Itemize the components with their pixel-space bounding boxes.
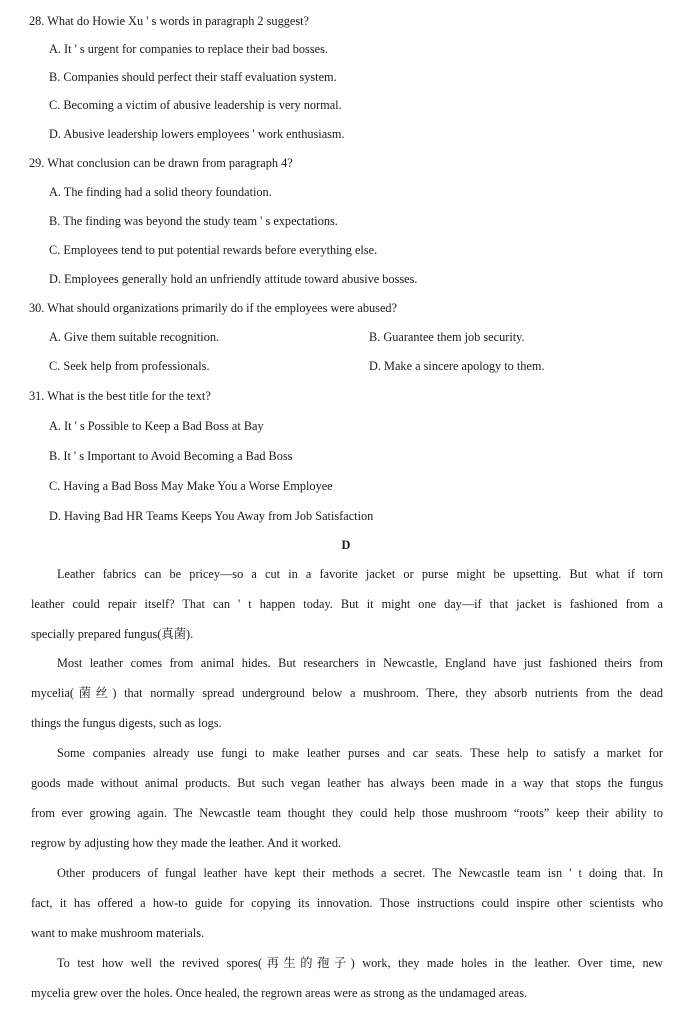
- question-29-option-a: A. The finding had a solid theory foundation.: [49, 185, 272, 199]
- question-31-stem: 31. What is the best title for the text?: [29, 389, 211, 403]
- passage-line: regrow by adjusting how they made the leather. And it worked.: [31, 836, 342, 850]
- question-30-stem: 30. What should organizations primarily do if the employees were abused?: [29, 301, 398, 315]
- passage-line: Leather fabrics can be pricey—so a cut in a favorite jacket or purse might be upsetting. But what if torn: [57, 567, 663, 581]
- question-29-option-d: D. Employees generally hold an unfriendly attitude toward abusive bosses.: [49, 272, 418, 286]
- passage-line: To test how well the revived spores(再生的孢子) work, they made holes in the leather. Over time, new: [57, 956, 663, 970]
- passage-line: fact, it has offered a how-to guide for copying its innovation. Those instructions could inspire other scientists who: [31, 896, 663, 910]
- passage-line: leather could repair itself? That can ' t happen today. But it might one day—if that jacket is fashioned from a: [31, 597, 663, 611]
- question-28-option-b: B. Companies should perfect their staff evaluation system.: [49, 70, 337, 84]
- question-31-option-b: B. It ' s Important to Avoid Becoming a Bad Boss: [49, 449, 293, 463]
- question-30-option-a: A. Give them suitable recognition.: [49, 330, 220, 344]
- passage-heading: D: [341, 538, 351, 552]
- question-30-option-d: D. Make a sincere apology to them.: [369, 359, 545, 373]
- question-30-option-b: B. Guarantee them job security.: [369, 330, 525, 344]
- passage-line: things the fungus digests, such as logs.: [31, 716, 222, 730]
- passage-line: goods made without animal products. But such vegan leather has always been made in a way that stops the fungus: [31, 776, 663, 790]
- passage-line: mycelia(菌丝) that normally spread underground below a mushroom. There, they absorb nutrients from the dead: [31, 686, 663, 700]
- passage-line: mycelia grew over the holes. Once healed, the regrown areas were as strong as the undamaged areas.: [31, 986, 528, 1000]
- question-28-stem: 28. What do Howie Xu ' s words in paragraph 2 suggest?: [29, 14, 309, 28]
- question-29-option-b: B. The finding was beyond the study team ' s expectations.: [49, 214, 338, 228]
- question-28-option-a: A. It ' s urgent for companies to replace their bad bosses.: [49, 42, 328, 56]
- passage-line: Other producers of fungal leather have kept their methods a secret. The Newcastle team isn ' t doing that. In: [57, 866, 663, 880]
- passage-line: specially prepared fungus(真菌).: [31, 627, 194, 641]
- passage-line: Most leather comes from animal hides. But researchers in Newcastle, England have just fashioned theirs from: [57, 656, 663, 670]
- question-29-stem: 29. What conclusion can be drawn from paragraph 4?: [29, 156, 293, 170]
- question-28-option-c: C. Becoming a victim of abusive leadership is very normal.: [49, 98, 342, 112]
- question-31-option-a: A. It ' s Possible to Keep a Bad Boss at Bay: [49, 419, 264, 433]
- passage-line: Some companies already use fungi to make leather purses and car seats. These help to satisfy a market for: [57, 746, 663, 760]
- passage-line: want to make mushroom materials.: [31, 926, 205, 940]
- question-30-option-c: C. Seek help from professionals.: [49, 359, 210, 373]
- question-31-option-d: D. Having Bad HR Teams Keeps You Away from Job Satisfaction: [49, 509, 374, 523]
- question-28-option-d: D. Abusive leadership lowers employees ' work enthusiasm.: [49, 127, 345, 141]
- question-29-option-c: C. Employees tend to put potential rewards before everything else.: [49, 243, 378, 257]
- question-31-option-c: C. Having a Bad Boss May Make You a Worse Employee: [49, 479, 333, 493]
- passage-line: from ever growing again. The Newcastle team thought they could help those mushroom “roots” keep their ability to: [31, 806, 663, 820]
